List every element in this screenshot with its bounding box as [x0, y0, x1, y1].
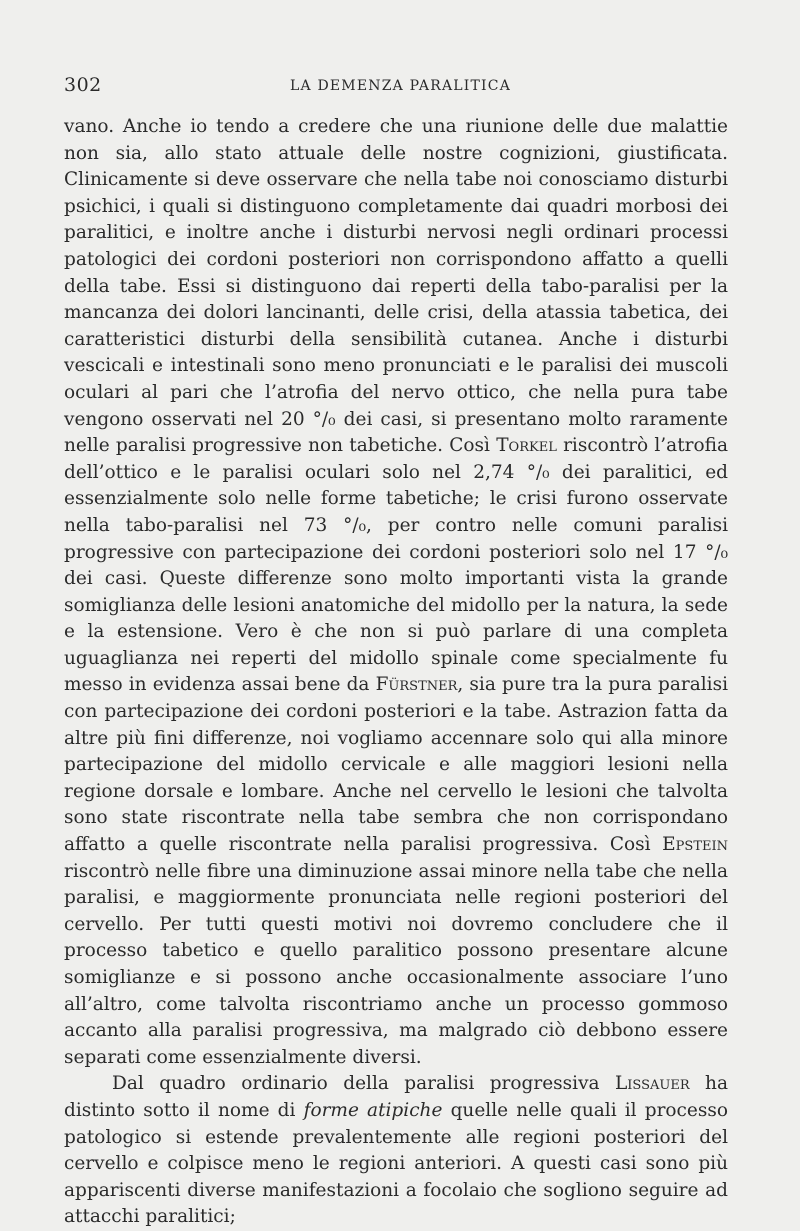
page-number: 302 — [64, 74, 102, 96]
text-run: vano. Anche io tendo a credere che una riunione delle due malattie non sia, allo stato attuale delle nostre cognizioni, giustificata. Clinicamente si deve osservare che nella tabe noi conosciamo disturbi psichici, i quali si distinguono completamente dai quadri morbosi dei paralitici, e inoltre anche i disturbi nervosi negli ordinari processi patologici dei cordoni posteriori non corrispondono affatto a quelli della tabe. Essi si distinguono dai reperti della tabo-paralisi per la mancanza dei dolori lancinanti, delle crisi, della atassia tabetica, dei caratteristici disturbi della sensibilità cutanea. Anche i disturbi vescicali e intestinali sono meno pronunciati e le paralisi dei muscoli oculari al pari che l’atrofia del nervo ottico, che nella pura tabe vengono osservati nel 20 °/₀ dei casi, si presentano molto raramente nelle paralisi progressive non tabetiche. Così — [64, 116, 728, 457]
author-name-lissauer: Lissauer — [615, 1073, 690, 1095]
text-run: , sia pure tra la pura paralisi con partecipazione dei cordoni posteriori e la tabe. Astrazion fatta da altre più fini differenze, noi vogliamo accennare solo qui alla minore partecipazione del midollo cervicale e alle maggiori lesioni nella regione dorsale e lombare. Anche nel cervello le lesioni che talvolta sono state riscontrate nella tabe sembra che non corrispondano affatto a quelle riscontrate nella paralisi progressiva. Così — [64, 674, 728, 856]
body-text — [64, 114, 728, 1231]
paragraph-1 — [64, 114, 728, 1071]
italic-term: forme atipiche — [303, 1099, 443, 1121]
paragraph-2 — [64, 1071, 728, 1231]
text-run: riscontrò l’atrofia dell’ottico e le paralisi oculari solo nel 2,74 °/₀ dei paralitici, ed essenzialmente solo nelle forme tabetiche; le crisi furono osservate nella tabo-paralisi nel 73 °/₀, per contro nelle comuni paralisi progressive con partecipazione dei cordoni posteriori solo nel 17 °/₀ dei casi. Queste differenze sono molto importanti vista la grande somiglianza delle lesioni anatomiche del midollo per la natura, la sede e la estensione. Vero è che non si può parlare di una completa uguaglianza nei reperti del midollo spinale come specialmente fu messo in evidenza assai bene da — [64, 435, 728, 696]
text-run: ha distinto sotto il nome di — [64, 1073, 729, 1121]
text-run: quelle nelle quali il processo patologico si estende prevalentemente alle regioni posteriori del cervello e colpisce meno le regioni anteriori. A questi casi sono più appariscenti diverse manifestazioni a focolaio che sogliono seguire ad attacchi paralitici; — [64, 1099, 728, 1228]
page-header — [64, 74, 728, 98]
author-name-epstein: Epstein — [662, 834, 728, 856]
author-name-torkel: Torkel — [496, 435, 557, 457]
text-run: Dal quadro ordinario della paralisi progressiva — [112, 1073, 615, 1095]
author-name-furstner: Fürstner — [375, 674, 458, 696]
running-title: LA DEMENZA PARALITICA — [290, 78, 512, 94]
text-run: riscontrò nelle fibre una diminuzione assai minore nella tabe che nella paralisi, e maggiormente pronunciata nelle regioni posteriori del cervello. Per tutti questi motivi noi dovremo concludere che il processo tabetico e quello paralitico possono presentare alcune somiglianze e si possono anche occasionalmente associare l’uno all’altro, come talvolta riscontriamo anche un processo gommoso accanto alla paralisi progressiva, ma malgrado ciò debbono essere separati come essenzialmente diversi. — [64, 860, 728, 1068]
